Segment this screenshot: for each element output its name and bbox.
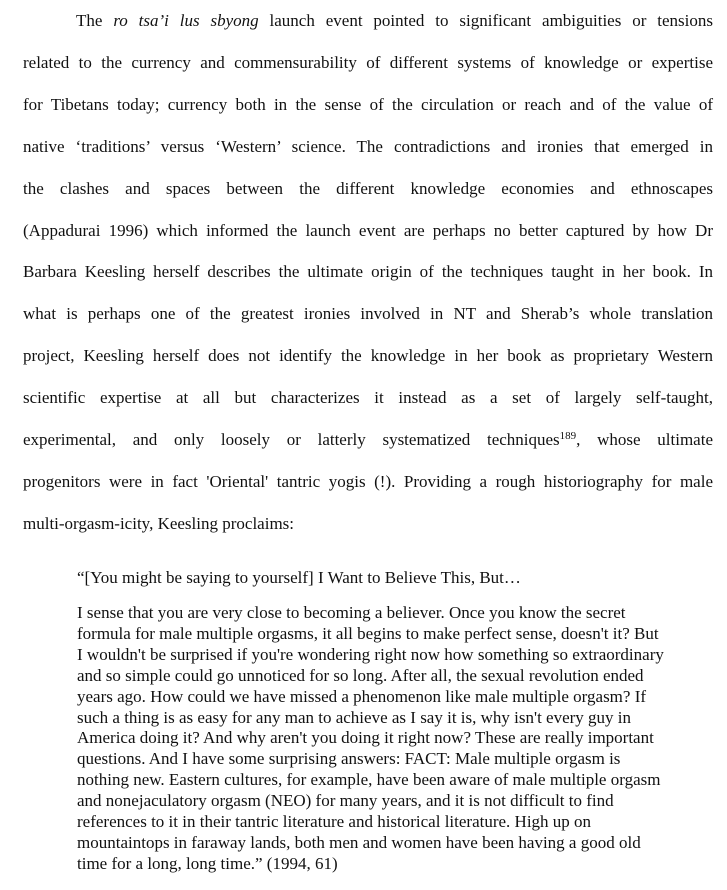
quote-line: years ago. How could we have missed a phenomenon like male multiple orgasm? If — [77, 686, 647, 706]
quote-line: references to it in their tantric literature and historical literature. High up on — [77, 812, 592, 832]
paragraph-line: The ro tsa’i lus sbyong launch event pointed to significant ambiguities or tensions — [76, 11, 713, 30]
paragraph-line: related to the currency and commensurability of different systems of knowledge or expertise — [23, 52, 713, 72]
paragraph-line: (Appadurai 1996) which informed the launch event are perhaps no better captured by how Dr — [23, 220, 713, 240]
quote-heading: “[You might be saying to yourself] I Want to Believe This, But… — [77, 568, 521, 587]
quote-line: I sense that you are very close to becoming a believer. Once you know the secret — [77, 603, 626, 622]
quote-line: America doing it? And why aren't you doing it right now? These are really important — [77, 728, 654, 748]
body-paragraph — [23, 0, 713, 545]
quote-body — [77, 603, 707, 875]
paragraph-line: for Tibetans today; currency both in the sense of the circulation or reach and of the value of — [23, 94, 713, 114]
tibetan-term: ro tsa’i lus sbyong — [113, 11, 259, 30]
paragraph-line: project, Keesling herself does not identify the knowledge in her book as proprietary Western — [23, 346, 713, 366]
paragraph-line: what is perhaps one of the greatest ironies involved in NT and Sherab’s whole translation — [23, 304, 713, 324]
paragraph-line: the clashes and spaces between the different knowledge economies and ethnoscapes — [23, 178, 713, 198]
quote-line: time for a long, long time.” (1994, 61) — [77, 853, 338, 873]
quote-line: mountaintops in faraway lands, both men and women have been having a good old — [77, 832, 641, 852]
quote-line: formula for male multiple orgasms, it all begins to make perfect sense, doesn't it? But — [77, 623, 659, 643]
paragraph-line: native ‘traditions’ versus ‘Western’ science. The contradictions and ironies that emerged in — [23, 136, 713, 156]
quote-line: such a thing is as easy for any man to achieve as I say it is, why isn't every guy in — [77, 707, 632, 727]
footnote-ref[interactable]: 189 — [559, 430, 577, 443]
paragraph-line: scientific expertise at all but characterizes it instead as a set of largely self-taught, — [23, 388, 713, 408]
quote-line: and nonejaculatory orgasm (NEO) for many years, and it is not difficult to find — [77, 791, 614, 811]
paragraph-line: Barbara Keesling herself describes the ultimate origin of the techniques taught in her book. In — [23, 262, 713, 282]
paragraph-line: experimental, and only loosely or latterly systematized techniques$^{189}$, whose ultimate — [23, 430, 713, 450]
quote-line: I wouldn't be surprised if you're wondering right now how something so extraordinary — [77, 644, 664, 664]
quote-line: questions. And I have some surprising answers: FACT: Male multiple orgasm is — [77, 749, 621, 769]
paragraph-line: multi-orgasm-icity, Keesling proclaims: — [23, 513, 295, 533]
paragraph-line: progenitors were in fact 'Oriental' tantric yogis (!). Providing a rough historiography for male — [23, 471, 713, 491]
block-quote — [77, 561, 707, 875]
quote-line: and so simple could go unnoticed for so long. After all, the sexual revolution ended — [77, 665, 644, 685]
quote-line: nothing new. Eastern cultures, for example, have been aware of male multiple orgasm — [77, 770, 661, 790]
